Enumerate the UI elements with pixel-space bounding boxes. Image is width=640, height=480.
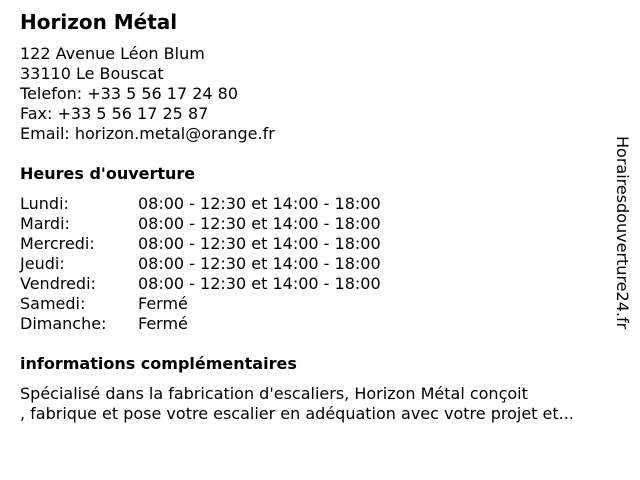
- hours-row-thursday: [20, 254, 440, 274]
- contact-block: [20, 44, 275, 144]
- time-value: 08:00 - 12:30 et 14:00 - 18:00: [138, 194, 381, 213]
- day-label: Vendredi:: [20, 274, 96, 293]
- address-city: 33110 Le Bouscat: [20, 64, 164, 83]
- info-line: Spécialisé dans la fabrication d'escaliers, Horizon Métal conçoit: [20, 384, 528, 403]
- fax-number: Fax: +33 5 56 17 25 87: [20, 104, 209, 123]
- hours-row-sunday: [20, 314, 440, 334]
- additional-info-heading: informations complémentaires: [20, 354, 297, 373]
- address-street: 122 Avenue Léon Blum: [20, 44, 205, 63]
- time-value: 08:00 - 12:30 et 14:00 - 18:00: [138, 214, 381, 233]
- info-line: , fabrique et pose votre escalier en adéquation avec votre projet et...: [20, 404, 574, 423]
- site-watermark[interactable]: Horairesdouverture24.fr: [613, 136, 632, 330]
- time-value: Fermé: [138, 314, 188, 333]
- time-value: Fermé: [138, 294, 188, 313]
- phone-number[interactable]: Telefon: +33 5 56 17 24 80: [20, 84, 239, 103]
- business-name: Horizon Métal: [20, 10, 178, 34]
- additional-info-text: [20, 384, 625, 424]
- hours-row-saturday: [20, 294, 440, 314]
- day-label: Lundi:: [20, 194, 69, 213]
- day-label: Mardi:: [20, 214, 70, 233]
- hours-row-tuesday: [20, 214, 440, 234]
- email-address[interactable]: Email: horizon.metal@orange.fr: [20, 124, 275, 143]
- time-value: 08:00 - 12:30 et 14:00 - 18:00: [138, 254, 381, 273]
- hours-row-friday: [20, 274, 440, 294]
- time-value: 08:00 - 12:30 et 14:00 - 18:00: [138, 234, 381, 253]
- day-label: Dimanche:: [20, 314, 107, 333]
- hours-row-monday: [20, 194, 440, 214]
- day-label: Samedi:: [20, 294, 86, 313]
- day-label: Mercredi:: [20, 234, 95, 253]
- opening-hours-heading: Heures d'ouverture: [20, 164, 196, 183]
- time-value: 08:00 - 12:30 et 14:00 - 18:00: [138, 274, 381, 293]
- day-label: Jeudi:: [20, 254, 65, 273]
- opening-hours-list: [20, 194, 440, 334]
- hours-row-wednesday: [20, 234, 440, 254]
